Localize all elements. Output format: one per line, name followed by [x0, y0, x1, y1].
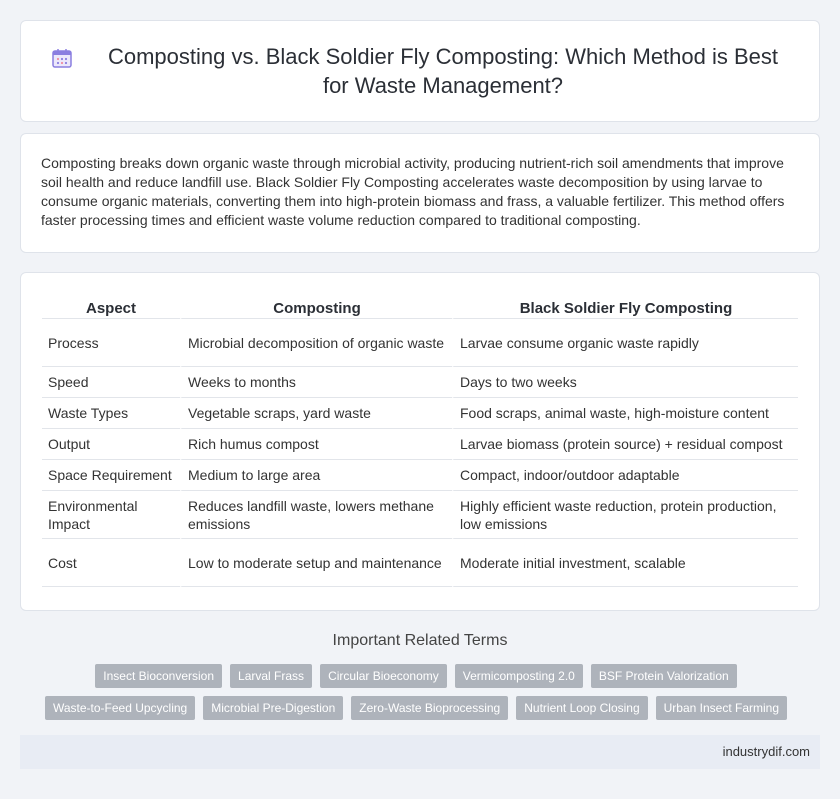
- table-cell: Days to two weeks: [452, 367, 798, 398]
- table-cell: Larvae biomass (protein source) + residual compost: [452, 429, 798, 460]
- tag[interactable]: Larval Frass: [230, 664, 312, 688]
- tag[interactable]: Waste-to-Feed Upcycling: [45, 696, 195, 720]
- table-row: [42, 539, 798, 587]
- table-row: [42, 398, 798, 429]
- table-cell: Space Requirement: [42, 460, 180, 491]
- tag[interactable]: Vermicomposting 2.0: [455, 664, 583, 688]
- intro-card: [20, 133, 820, 253]
- tag[interactable]: Zero-Waste Bioprocessing: [351, 696, 508, 720]
- table-cell: Output: [42, 429, 180, 460]
- table-cell: Moderate initial investment, scalable: [452, 539, 798, 587]
- table-row: [42, 319, 798, 367]
- table-cell: Waste Types: [42, 398, 180, 429]
- table-cell: Highly efficient waste reduction, protein production, low emissions: [452, 491, 798, 539]
- table-cell: Food scraps, animal waste, high-moisture content: [452, 398, 798, 429]
- tag[interactable]: Urban Insect Farming: [656, 696, 787, 720]
- footer: [20, 735, 820, 769]
- table-cell: Environmental Impact: [42, 491, 180, 539]
- intro-text: Composting breaks down organic waste through microbial activity, producing nutrient-rich soil amendments that improve soil health and reduce landfill use. Black Soldier Fly Composting accelerates waste decomposition by using larvae to consume organic materials, converting them into high-protein biomass and frass, a valuable fertilizer. This method offers faster processing times and efficient waste volume reduction compared to traditional composting.: [41, 155, 785, 228]
- tag[interactable]: Circular Bioeconomy: [320, 664, 447, 688]
- column-header-bsf: Black Soldier Fly Composting: [452, 295, 798, 319]
- table-row: [42, 429, 798, 460]
- page-title: Composting vs. Black Soldier Fly Composting: Which Method is Best for Waste Management?: [107, 44, 779, 98]
- table-cell: Vegetable scraps, yard waste: [180, 398, 452, 429]
- table-cell: Low to moderate setup and maintenance: [180, 539, 452, 587]
- table-row: [42, 491, 798, 539]
- tag[interactable]: Nutrient Loop Closing: [516, 696, 647, 720]
- table-cell: Compact, indoor/outdoor adaptable: [452, 460, 798, 491]
- calendar-icon: [51, 47, 73, 69]
- table-cell: Speed: [42, 367, 180, 398]
- tag[interactable]: Insect Bioconversion: [95, 664, 222, 688]
- table-cell: Cost: [42, 539, 180, 587]
- table-cell: Microbial decomposition of organic waste: [180, 319, 452, 367]
- comparison-card: [20, 272, 820, 611]
- table-cell: Larvae consume organic waste rapidly: [452, 319, 798, 367]
- related-terms-tags: [20, 664, 820, 728]
- table-header-row: [42, 295, 798, 319]
- header-card: [20, 20, 820, 122]
- comparison-table: [42, 295, 798, 587]
- table-cell: Rich humus compost: [180, 429, 452, 460]
- footer-site[interactable]: industrydif.com: [722, 744, 810, 759]
- tag[interactable]: Microbial Pre-Digestion: [203, 696, 343, 720]
- table-cell: Weeks to months: [180, 367, 452, 398]
- related-terms-title: Important Related Terms: [332, 632, 508, 649]
- tag[interactable]: BSF Protein Valorization: [591, 664, 737, 688]
- table-cell: Medium to large area: [180, 460, 452, 491]
- column-header-aspect: Aspect: [42, 295, 180, 319]
- column-header-composting: Composting: [180, 295, 452, 319]
- table-cell: Process: [42, 319, 180, 367]
- table-row: [42, 367, 798, 398]
- table-cell: Reduces landfill waste, lowers methane emissions: [180, 491, 452, 539]
- table-row: [42, 460, 798, 491]
